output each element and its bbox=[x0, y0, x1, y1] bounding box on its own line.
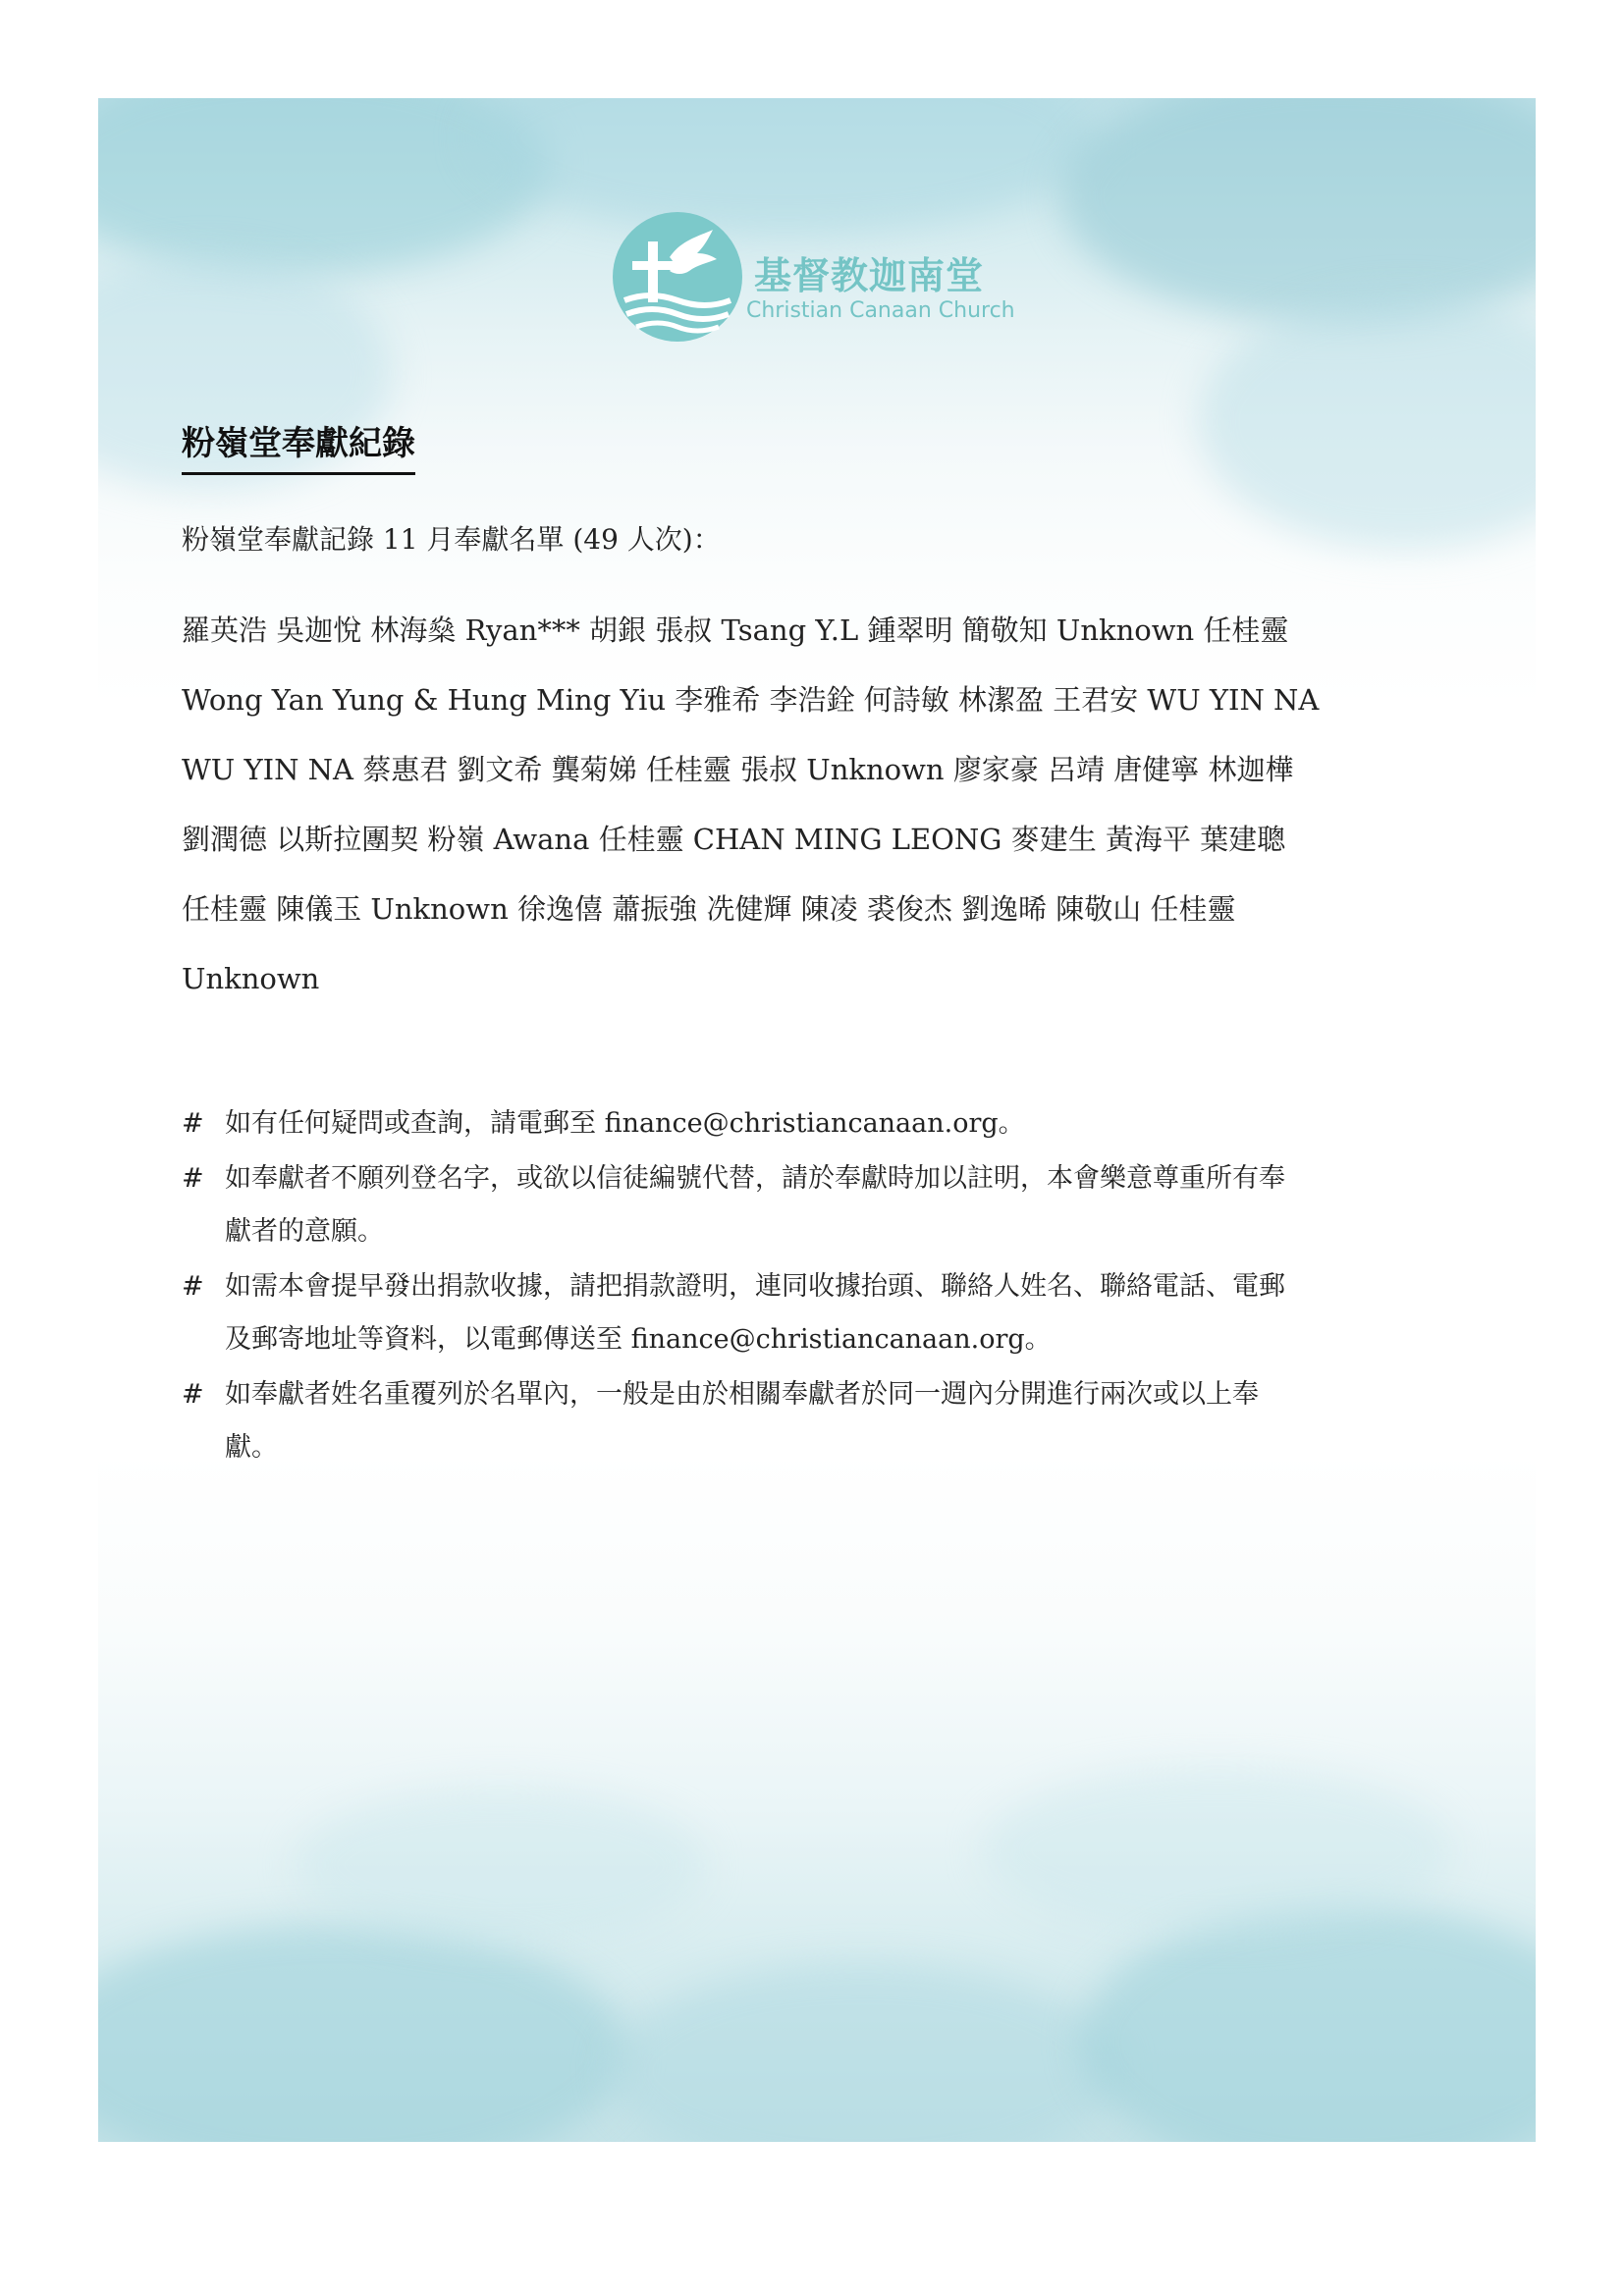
name-list-line: 羅英浩 吳迦悅 林海燊 Ryan*** 胡銀 張叔 Tsang Y.L 鍾翠明 簡敬知 Unknown 任桂靈 bbox=[182, 614, 1289, 647]
note-item bbox=[182, 1260, 1458, 1366]
watercolor-wash bbox=[98, 1924, 628, 2142]
offering-summary: 粉嶺堂奉獻記錄 11 月奉獻名單 (49 人次)： bbox=[182, 523, 721, 556]
watercolor-wash bbox=[982, 1767, 1453, 1934]
church-logo bbox=[611, 210, 1043, 347]
name-list-line: Wong Yan Yung & Hung Ming Yiu 李雅希 李浩銓 何詩敏 林潔盈 王君安 WU YIN NA bbox=[182, 683, 1320, 717]
watercolor-wash bbox=[1198, 294, 1536, 550]
letterhead-paper bbox=[98, 98, 1536, 2142]
note-marker: # bbox=[182, 1163, 204, 1194]
name-list-line: 任桂靈 陳儀玉 Unknown 徐逸僖 蕭振強 冼健輝 陳凌 裘俊杰 劉逸晞 陳敬山 任桂靈 bbox=[182, 892, 1236, 926]
offering-name-list bbox=[182, 611, 1458, 1029]
page-title: 粉嶺堂奉獻紀錄 bbox=[182, 416, 415, 475]
note-item bbox=[182, 1368, 1458, 1474]
name-list-line: WU YIN NA 蔡惠君 劉文希 龔菊娣 任桂靈 張叔 Unknown 廖家豪 呂靖 唐健寧 林迦樺 bbox=[182, 753, 1294, 786]
note-text: 如奉獻者姓名重覆列於名單內，一般是由於相關奉獻者於同一週內分開進行兩次或以上奉 bbox=[225, 1379, 1259, 1410]
watercolor-wash bbox=[1080, 1904, 1536, 2142]
note-text: 及郵寄地址等資料，以電郵傳送至 finance@christiancanaan.org。 bbox=[225, 1324, 1052, 1355]
notes-section bbox=[182, 1097, 1458, 1476]
note-marker: # bbox=[182, 1108, 204, 1139]
note-text: 如需本會提早發出捐款收據，請把捐款證明，連同收據抬頭、聯絡人姓名、聯絡電話、電郵 bbox=[225, 1271, 1285, 1302]
church-name-en: Christian Canaan Church bbox=[746, 298, 1015, 323]
watercolor-wash bbox=[295, 1787, 707, 1944]
cross-dove-waves-logo-icon bbox=[611, 210, 744, 344]
watercolor-wash bbox=[609, 1963, 1119, 2142]
note-item bbox=[182, 1097, 1458, 1150]
note-item bbox=[182, 1152, 1458, 1258]
note-text: 如奉獻者不願列登名字，或欲以信徒編號代替，請於奉獻時加以註明，本會樂意尊重所有奉 bbox=[225, 1163, 1285, 1194]
watercolor-wash bbox=[1060, 98, 1536, 324]
note-text: 獻。 bbox=[225, 1432, 278, 1463]
name-list-line: Unknown bbox=[182, 962, 320, 995]
note-marker: # bbox=[182, 1379, 204, 1410]
note-text: 獻者的意願。 bbox=[225, 1216, 384, 1247]
note-marker: # bbox=[182, 1271, 204, 1302]
name-list-line: 劉潤德 以斯拉團契 粉嶺 Awana 任桂靈 CHAN MING LEONG 麥建生 黃海平 葉建聰 bbox=[182, 823, 1286, 856]
church-name-zh: 基督教迦南堂 bbox=[754, 254, 985, 297]
note-text: 如有任何疑問或查詢，請電郵至 finance@christiancanaan.org。 bbox=[225, 1108, 1025, 1139]
